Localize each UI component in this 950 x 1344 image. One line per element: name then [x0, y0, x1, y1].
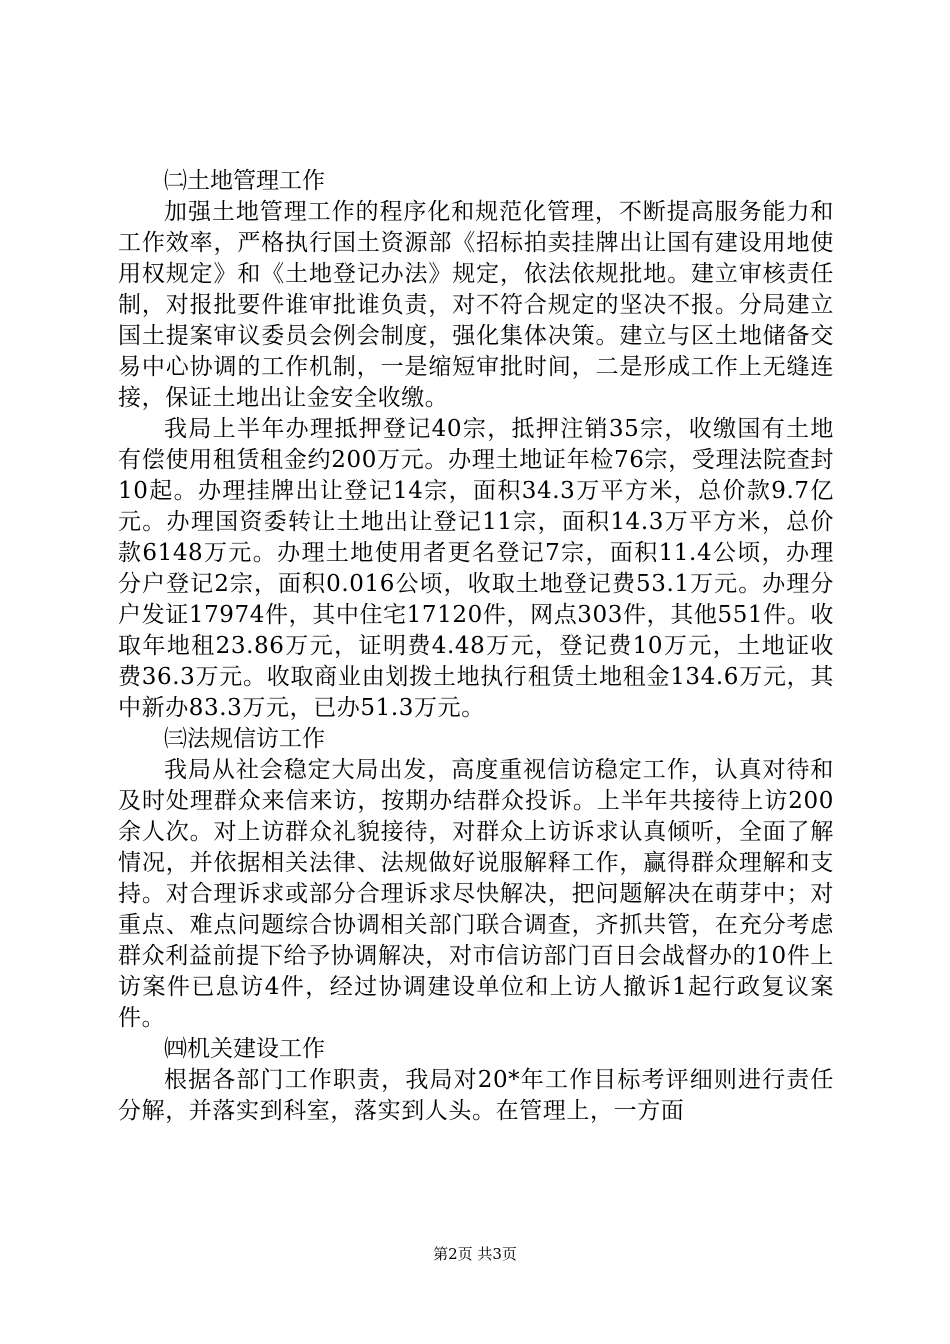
paragraph-organization-building: 根据各部门工作职责，我局对20*年工作目标考评细则进行责任分解，并落实到科室，落实到人头。在管理上，一方面	[118, 1067, 834, 1124]
section-heading-petition-work: ㈢法规信访工作	[164, 726, 325, 752]
paragraph-land-management-procedures: 加强土地管理工作的程序化和规范化管理，不断提高服务能力和工作效率，严格执行国土资源部《招标拍卖挂牌出让国有建设用地使用权规定》和《土地登记办法》规定，依法依规批地。建立审核责任制，对报批要件谁审批谁负责，对不符合规定的坚决不报。分局建立国土提案审议委员会例会制度，强化集体决策。建立与区土地储备交易中心协调的工作机制，一是缩短审批时间，二是形成工作上无缝连接，保证土地出让金安全收缴。	[118, 199, 834, 411]
paragraph-petition-work: 我局从社会稳定大局出发，高度重视信访稳定工作，认真对待和及时处理群众来信来访，按期办结群众投诉。上半年共接待上访200余人次。对上访群众礼貌接待，对群众上访诉求认真倾听，全面了解情况，并依据相关法律、法规做好说服解释工作，赢得群众理解和支持。对合理诉求或部分合理诉求尽快解决，把问题解决在萌芽中；对重点、难点问题综合协调相关部门联合调查，齐抓共管，在充分考虑群众利益前提下给予协调解决，对市信访部门百日会战督办的10件上访案件已息访4件，经过协调建设单位和上访人撤诉1起行政复议案件。	[118, 757, 834, 1031]
section-heading-organization-building: ㈣机关建设工作	[164, 1036, 325, 1062]
paragraph-land-registration-statistics: 我局上半年办理抵押登记40宗，抵押注销35宗，收缴国有土地有偿使用租赁租金约200万元。办理土地证年检76宗，受理法院查封10起。办理挂牌出让登记14宗，面积34.3万平方米，总价款9.7亿元。办理国资委转让土地出让登记11宗，面积14.3万平方米，总价款6148万元。办理土地使用者更名登记7宗，面积11.4公顷，办理分户登记2宗，面积0.016公顷，收取土地登记费53.1万元。办理分户发证17974件，其中住宅17120件，网点303件，其他551件。收取年地租23.86万元，证明费4.48万元，登记费10万元，土地证收费36.3万元。收取商业由划拨土地执行租赁土地租金134.6万元，其中新办83.3万元，已办51.3万元。	[118, 416, 834, 721]
document-body	[118, 166, 834, 1127]
page-number-footer: 第2页 共3页	[433, 1245, 517, 1263]
section-heading-land-management: ㈡土地管理工作	[164, 168, 325, 194]
